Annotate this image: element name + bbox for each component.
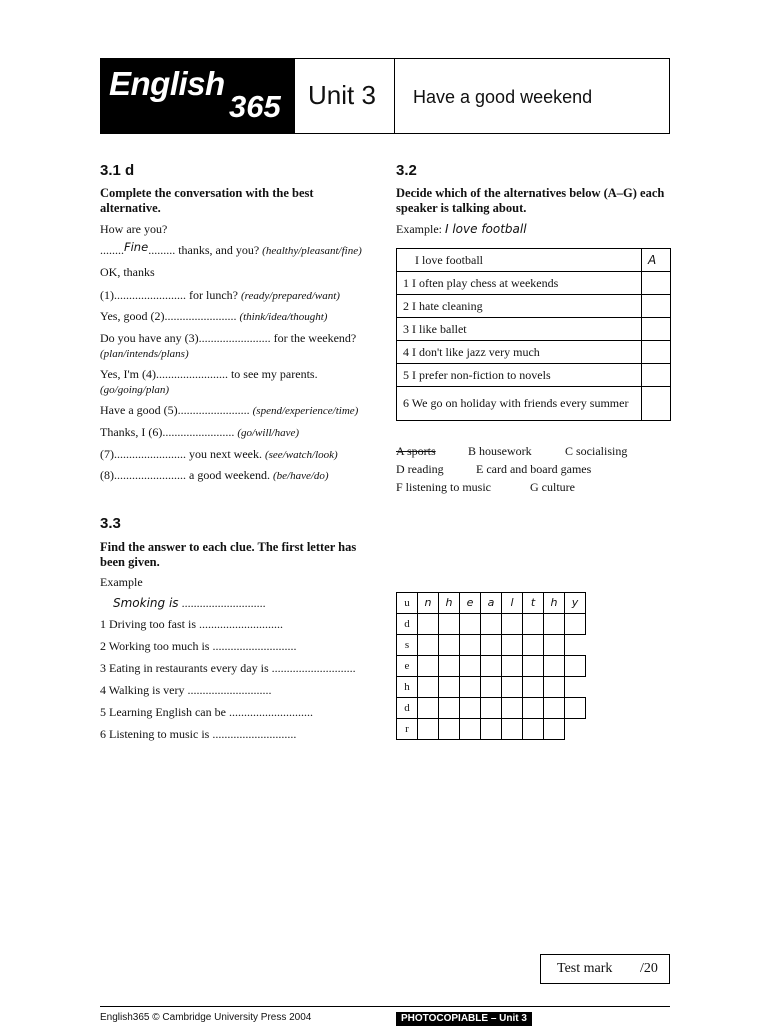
options: (see/watch/look) — [264, 449, 338, 461]
clue: 3 Eating in restaurants every day is ............................ — [100, 661, 356, 675]
grid-cell[interactable] — [459, 655, 481, 677]
speaker-text: 4 I don't like jazz very much — [397, 341, 642, 364]
logo-line1: English — [109, 65, 225, 102]
grid-first-letter: h — [396, 676, 418, 698]
logo-line2: 365 — [229, 89, 281, 124]
example-label: Example: — [396, 222, 442, 236]
grid-cell[interactable]: h — [543, 592, 565, 614]
speaker-text: 5 I prefer non-fiction to novels — [397, 364, 642, 387]
speaker-text: 1 I often play chess at weekends — [397, 272, 642, 295]
line-text: Yes, I'm (4)........................ to see my parents. — [100, 367, 318, 381]
grid-cell[interactable] — [543, 655, 565, 677]
grid-cell[interactable] — [480, 718, 502, 740]
line-text: (1)........................ for lunch? — [100, 288, 238, 302]
page-title: Have a good weekend — [413, 87, 593, 107]
speaker-text: 3 I like ballet — [397, 318, 642, 341]
clue: 6 Listening to music is ............................ — [100, 727, 297, 741]
grid-cell[interactable] — [564, 655, 586, 677]
grid-cell[interactable] — [501, 676, 523, 698]
grid-cell[interactable] — [522, 676, 544, 698]
grid-first-letter: d — [396, 697, 418, 719]
grid-cell[interactable] — [543, 634, 565, 656]
line-text: ......... thanks, and you? — [148, 243, 260, 257]
clue: 4 Walking is very ............................ — [100, 683, 272, 697]
grid-cell[interactable] — [543, 697, 565, 719]
section-3-3-instruction: Find the answer to each clue. The first letter has been given. — [100, 540, 357, 569]
footer-photocopiable: PHOTOCOPIABLE – Unit 3 — [396, 1012, 532, 1026]
grid-cell[interactable] — [417, 676, 439, 698]
options: (be/have/do) — [272, 470, 329, 482]
clue: 5 Learning English can be ............................ — [100, 705, 313, 719]
example-dots: ............................ — [181, 596, 266, 610]
grid-cell[interactable] — [438, 613, 460, 635]
alternative-item: F listening to music — [396, 480, 492, 494]
options: (go/will/have) — [237, 427, 300, 439]
grid-cell[interactable] — [438, 718, 460, 740]
table-row — [397, 272, 671, 295]
section-3-3-example-label: Example — [100, 575, 143, 589]
blank-pre: ........ — [100, 243, 124, 257]
grid-cell[interactable] — [459, 634, 481, 656]
grid-cell[interactable] — [543, 613, 565, 635]
grid-cell[interactable] — [501, 613, 523, 635]
options: (go/going/plan) — [100, 384, 170, 396]
grid-cell[interactable] — [417, 697, 439, 719]
grid-cell[interactable] — [501, 718, 523, 740]
line-text: How are you? — [100, 222, 168, 236]
answer: Fine — [124, 240, 149, 254]
footer-rule — [100, 1006, 670, 1007]
line-text: Yes, good (2)........................ — [100, 309, 237, 323]
section-3-2-example — [396, 222, 527, 237]
section-3-3-heading: 3.3 — [100, 515, 121, 532]
example-value: I love football — [444, 222, 527, 236]
clue: 1 Driving too fast is ............................ — [100, 617, 283, 631]
section-3-3-example — [113, 596, 266, 611]
grid-cell[interactable] — [564, 697, 586, 719]
grid-cell[interactable] — [522, 634, 544, 656]
grid-cell[interactable]: t — [522, 592, 544, 614]
grid-cell[interactable] — [480, 613, 502, 635]
grid-cell[interactable]: n — [417, 592, 439, 614]
answer-cell[interactable]: A — [642, 249, 671, 272]
grid-cell[interactable] — [459, 718, 481, 740]
grid-cell[interactable] — [564, 613, 586, 635]
conversation-line — [100, 309, 327, 324]
table-row — [397, 387, 671, 421]
grid-cell[interactable] — [438, 697, 460, 719]
line-text: Do you have any (3)........................ for the weekend? — [100, 331, 357, 345]
conversation-line — [100, 222, 167, 237]
speaker-table — [396, 248, 671, 421]
conversation-line — [100, 240, 362, 258]
grid-cell[interactable] — [459, 697, 481, 719]
grid-cell[interactable] — [459, 676, 481, 698]
grid-cell[interactable] — [543, 718, 565, 740]
alternative-item: D reading — [396, 462, 444, 476]
clue: 2 Working too much is ............................ — [100, 639, 297, 653]
alternative-item: B housework — [468, 444, 532, 458]
answer-cell[interactable] — [642, 341, 671, 364]
options: (ready/prepared/want) — [240, 290, 340, 302]
grid-cell[interactable] — [459, 613, 481, 635]
grid-cell[interactable] — [417, 613, 439, 635]
speaker-text: I love football — [397, 249, 642, 272]
conversation-line — [100, 425, 299, 440]
test-mark-total: /20 — [640, 961, 658, 976]
alternative-item: E card and board games — [476, 462, 592, 476]
line-text: (8)........................ a good weekend. — [100, 468, 270, 482]
section-3-1-heading: 3.1 d — [100, 162, 135, 179]
logo — [101, 59, 295, 133]
grid-cell[interactable] — [480, 634, 502, 656]
grid-cell[interactable] — [501, 655, 523, 677]
grid-cell[interactable] — [438, 655, 460, 677]
example-clue: Smoking is — [113, 596, 179, 610]
grid-first-letter: u — [396, 592, 418, 614]
alternative-item: C socialising — [565, 444, 628, 458]
conversation-line — [100, 331, 356, 362]
line-text: OK, thanks — [100, 265, 155, 279]
footer-copyright: English365 © Cambridge University Press 2004 — [100, 1012, 312, 1023]
grid-cell[interactable]: h — [438, 592, 460, 614]
grid-cell[interactable]: e — [459, 592, 481, 614]
test-mark-box — [540, 954, 670, 984]
line-text: (7)........................ you next week. — [100, 447, 262, 461]
grid-first-letter: r — [396, 718, 418, 740]
unit-label: Unit 3 — [308, 80, 376, 110]
grid-cell[interactable] — [501, 634, 523, 656]
table-row — [397, 295, 671, 318]
grid-cell[interactable] — [480, 676, 502, 698]
section-3-1-instruction: Complete the conversation with the best alternative. — [100, 186, 314, 215]
grid-first-letter: s — [396, 634, 418, 656]
conversation-line — [100, 265, 155, 280]
table-row — [397, 364, 671, 387]
grid-cell[interactable] — [501, 697, 523, 719]
options: (spend/experience/time) — [252, 405, 359, 417]
answer-cell[interactable] — [642, 318, 671, 341]
grid-cell[interactable] — [438, 634, 460, 656]
grid-cell[interactable] — [480, 697, 502, 719]
section-3-2-heading: 3.2 — [396, 162, 417, 179]
answer-cell[interactable] — [642, 387, 671, 421]
conversation-line — [100, 403, 358, 418]
table-row — [397, 249, 671, 272]
header-divider — [394, 59, 395, 133]
options: (think/idea/thought) — [239, 311, 328, 323]
conversation-line — [100, 367, 318, 398]
answer-cell[interactable] — [642, 295, 671, 318]
alternative-item: G culture — [530, 480, 575, 494]
alternative-item: A sports — [396, 444, 436, 458]
table-row — [397, 318, 671, 341]
grid-cell[interactable]: a — [480, 592, 502, 614]
conversation-line — [100, 288, 340, 303]
grid-cell[interactable] — [417, 718, 439, 740]
line-text: Thanks, I (6)........................ — [100, 425, 235, 439]
line-text: Have a good (5)........................ — [100, 403, 250, 417]
options: (healthy/pleasant/fine) — [262, 245, 362, 257]
grid-cell[interactable] — [417, 634, 439, 656]
grid-cell[interactable] — [438, 676, 460, 698]
speaker-text: 6 We go on holiday with friends every summer — [397, 387, 642, 421]
conversation-line — [100, 447, 338, 462]
conversation-line — [100, 468, 329, 483]
test-mark-label: Test mark — [557, 961, 613, 976]
grid-cell[interactable] — [522, 697, 544, 719]
grid-cell[interactable] — [522, 655, 544, 677]
speaker-text: 2 I hate cleaning — [397, 295, 642, 318]
grid-cell[interactable] — [480, 655, 502, 677]
table-row — [397, 341, 671, 364]
grid-cell[interactable]: y — [564, 592, 586, 614]
grid-cell[interactable] — [522, 613, 544, 635]
options: (plan/intends/plans) — [100, 348, 189, 360]
section-3-2-instruction: Decide which of the alternatives below (A–G) each speaker is talking about. — [396, 186, 665, 215]
answer-cell[interactable] — [642, 272, 671, 295]
grid-first-letter: d — [396, 613, 418, 635]
grid-cell[interactable]: l — [501, 592, 523, 614]
grid-cell[interactable] — [522, 718, 544, 740]
answer-cell[interactable] — [642, 364, 671, 387]
grid-cell[interactable] — [417, 655, 439, 677]
grid-first-letter: e — [396, 655, 418, 677]
grid-cell[interactable] — [543, 676, 565, 698]
